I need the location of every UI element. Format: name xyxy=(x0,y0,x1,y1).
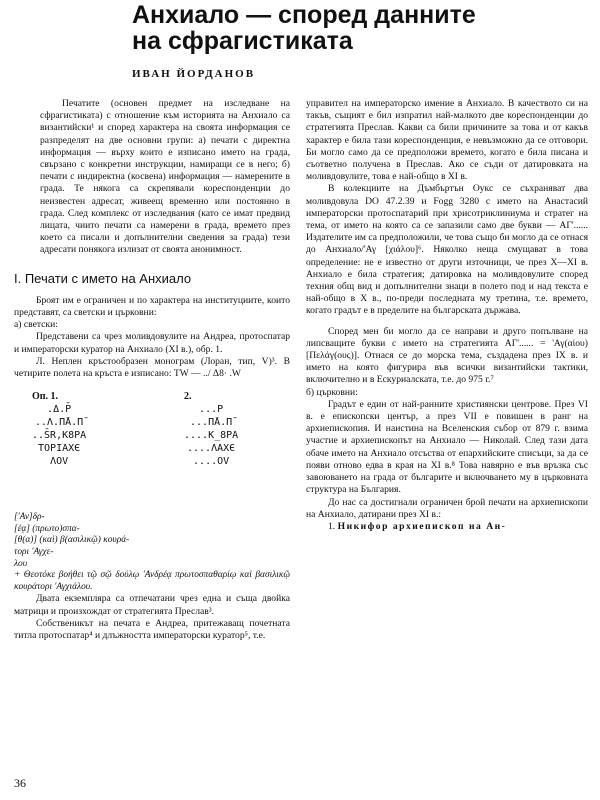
paragraph: В колекциите на Дъмбъртън Оукс се съхраняват два моливдовула DO 47.2.39 и Fogg 3280 с името на Анастасий императорски протоспатарий при хрисотриклиниума и стратег на тема, от името на която са се запазили само две букви — ΑΓ'...... Издателите им са предположили, че това също би могло да се отнася до Анхиало/'Αγ [χιάλου]⁶. Няколко неща смущават в това определение: не е известно от други източници, че през X—XI в. Анхиало е била стратегия; датировка на моливдовулите според техния общ вид и допълнителни знаци в полето под и над текста е най-общо в X в., по-преди последната му третина, т.е. времето, когато градът е в пределите на българската държава. xyxy=(306,183,588,317)
paragraph: Броят им е ограничен и по характера на институциите, които представят, са светски и църковни: xyxy=(14,294,290,319)
title-line-1: Анхиало — според данните xyxy=(132,1,476,29)
seal-2-label: 2. xyxy=(184,391,192,403)
seal-line: ...P xyxy=(199,404,224,416)
seal-2-inscription xyxy=(184,390,238,468)
seal-line: ΛOV xyxy=(50,456,69,468)
seal-line: ....K̲8PA xyxy=(184,430,239,442)
paragraph: Градът е един от най-ранните християнски центрове. През VI в. е епископски център, а през VII е повишен в ранг на архиепископия. И наистина на Вселенския събор от 879 г. взима участие и архиепископът на Анхиало — Николай. След тази дата обаче името на Анхиало отсъства от епархийските списъци, за да се появи отново едва в края на XI в.⁸ Това навярно е във връзка със завоюването на града от българите и включването му в църковната структура на България. xyxy=(306,398,588,496)
paragraph: Двата екземпляра са отпечатани чрез една и съща двойка матрици и произхождат от стратегията Преслав³. xyxy=(14,593,290,617)
paragraph: Според мен би могло да се направи и друго попълване на липсващите букви с името на стратегията ΑΓ'...... = 'Αγ(αίου) [Πελάγ(ους)]. Отнася се до морска тема, създадена през IX в. и името на която фигурира във всички византийски тактики, включително и в Ескуриалската, т.е. до 975 г.⁷ xyxy=(306,325,588,386)
right-column xyxy=(306,98,588,533)
seal-1-label: Оп. 1. xyxy=(32,391,59,403)
list-item xyxy=(306,521,588,533)
seal-line: ..Λ.Π̄Α.Π̄ xyxy=(35,417,84,429)
list-item-number: 1. xyxy=(328,520,336,532)
greek-line: ['Αν]δρ- xyxy=(14,512,45,523)
greek-line: [θ(α)] (καὶ) β(ασιλικῷ) κουρά- xyxy=(14,535,130,546)
paragraph: управител на императорско имение в Анхиало. В качеството си на такъв, същият е бил изпратил най-малкото две кореспонденции до стратегията Преслав. Какви са били причините за това и от какъв характер е била тази кореспонденция, е невъзможно да се отговори. Би могло само да се предположи времето, когато е била писана и съответно получена в Преслав. Ако се съди от датировката на моливдовулите, това е най-общо в XI в. xyxy=(306,98,588,183)
seal-line: .Δ.P̄ xyxy=(47,404,72,416)
subsection-label: а) светски: xyxy=(14,319,58,331)
seal-inscriptions xyxy=(14,390,290,508)
list-item-text: Никифор архиепископ на Ан- xyxy=(337,520,507,532)
greek-line: + Θεοτόκε βοήθει τῷ σῷ δούλῳ 'Ανδρέᾳ πρωτοσπαθαρίῳ καὶ βασιλικῷ κουράτορι 'Αγχιάλου. xyxy=(14,570,290,592)
greek-line: [έᾳ] (πρωτο)σπα- xyxy=(14,523,80,534)
seal-line: ..S̄R,K8PA xyxy=(32,430,87,442)
subsection-label: б) църковни: xyxy=(306,386,358,398)
article-title xyxy=(132,2,592,54)
paragraph: Л. Неплен кръстообразен монограм (Лоран, тип, V)³. В четирите полета на кръста е изписано: TW — ../ Δ8· .W xyxy=(14,355,290,380)
greek-line: λου xyxy=(14,558,28,569)
left-column xyxy=(14,98,290,642)
seal-1-inscription xyxy=(32,390,86,468)
paragraph: До нас са достигнали ограничен брой печати на архиепископи на Анхиало, датирани през XI в.: xyxy=(306,496,588,520)
seal-line: ....ΛΑΧЄ xyxy=(187,443,236,455)
page-number: 36 xyxy=(14,776,26,790)
section-heading: I. Печати с името на Анхиало xyxy=(14,270,192,286)
greek-line: τορι 'Αγχε- xyxy=(14,547,54,558)
title-line-2: на сфрагистиката xyxy=(132,27,353,55)
abstract-paragraph: Печатите (основен предмет на изследване на сфрагистиката) с отношение към историята на Анхиало са византийски¹ и според характера на своята информация се разпределят на две основни групи: а) печати с директна информация — върху които е изписано името на града, свързано с конкретни инструкции, намиращи се в него; б) печати с индиректна (косвена) информация — намерените в града. Те някога са скрепявали кореспонденции до неизвестен адресат, живеещ временно или постоянно в града. След комплекс от изследвания (като се имат предвид лицата, чиито печати са намерени в града, времето през което са писали и допълнителни сведения за града) тези адресати понякога излизат от своята анонимност. xyxy=(40,98,290,256)
seal-line: TOPIAXЄ xyxy=(38,443,81,455)
seal-line: ....OV xyxy=(193,456,230,468)
greek-transcription xyxy=(14,512,290,593)
paragraph: Представени са чрез моливдовулите на Андреа, протоспатар и императорски куратор на Анхиало (XI в.), обр. 1. xyxy=(14,331,290,355)
seal-line: ...Π̄Α.Π̄ xyxy=(190,417,233,429)
article-author: ИВАН ЙОРДАНОВ xyxy=(132,68,256,80)
paragraph: Собственикът на печата е Андреа, притежаващ почетната титла протоспатар⁴ и длъжността императорски куратор⁵, т.е. xyxy=(14,617,290,642)
